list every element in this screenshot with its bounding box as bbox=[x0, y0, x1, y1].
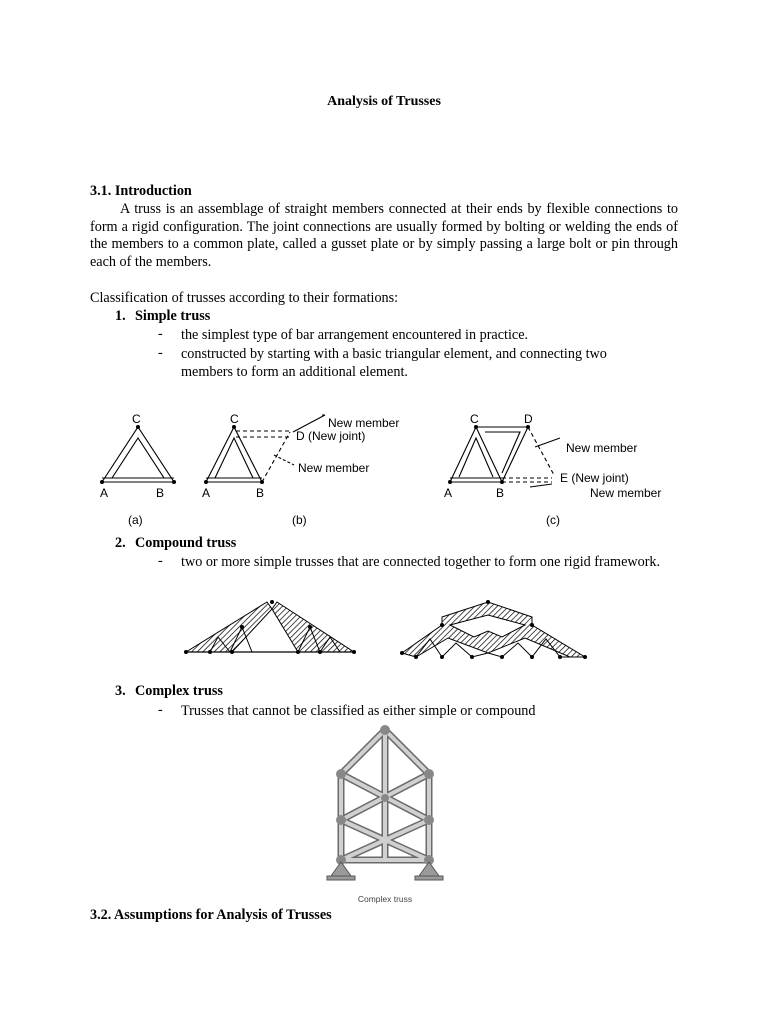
compound-bullet: two or more simple trusses that are connected together to form one rigid framework. bbox=[181, 554, 661, 570]
assumptions-heading: 3.2. Assumptions for Analysis of Trusses bbox=[90, 907, 332, 923]
label-c-c: C bbox=[470, 412, 479, 426]
label-d-c: D bbox=[524, 412, 533, 426]
new-joint-c: E (New joint) bbox=[560, 471, 629, 485]
bullet-dash: - bbox=[158, 702, 163, 718]
intro-paragraph-text: A truss is an assemblage of straight members connected at their ends by flexible connections to form a rigid configuration. The joint connections are usually formed by bolting or welding the ends of the members to a common plate, called a gusset plate or by simply passing a large bolt or pin through each of the members. bbox=[90, 201, 678, 270]
compound-heading: Compound truss bbox=[135, 535, 237, 551]
bullet-dash: - bbox=[158, 553, 163, 569]
label-a-c: A bbox=[444, 486, 453, 500]
bullet-dash: - bbox=[158, 345, 163, 361]
caption-b: (b) bbox=[292, 513, 307, 527]
label-a-b: A bbox=[202, 486, 211, 500]
intro-paragraph bbox=[90, 201, 678, 271]
compound-number: 2. bbox=[115, 535, 126, 551]
new-member-b: New member bbox=[328, 416, 400, 430]
caption-a: (a) bbox=[128, 513, 143, 527]
complex-bullet: Trusses that cannot be classified as either simple or compound bbox=[181, 703, 536, 719]
complex-heading: Complex truss bbox=[135, 683, 223, 699]
page-title: Analysis of Trusses bbox=[327, 94, 441, 109]
caption-c: (c) bbox=[546, 513, 560, 527]
new-member-b2: New member bbox=[298, 461, 370, 475]
label-c-a: C bbox=[132, 412, 141, 426]
new-joint-b: D (New joint) bbox=[296, 429, 366, 443]
simple-bullet-1: the simplest type of bar arrangement encountered in practice. bbox=[181, 327, 529, 343]
label-b-c: B bbox=[496, 486, 505, 500]
compound-truss-figure bbox=[180, 595, 590, 670]
classification-intro: Classification of trusses according to their formations: bbox=[90, 290, 399, 306]
intro-heading: 3.1. Introduction bbox=[90, 183, 192, 199]
label-c-b: C bbox=[230, 412, 239, 426]
new-member-c: New member bbox=[566, 441, 638, 455]
bullet-dash: - bbox=[158, 326, 163, 342]
complex-number: 3. bbox=[115, 683, 126, 699]
simple-bullet-2: constructed by starting with a basic triangular element, and connecting two members to form an additional element. bbox=[181, 346, 607, 380]
simple-heading: Simple truss bbox=[135, 308, 211, 324]
label-b-a: B bbox=[156, 486, 165, 500]
simple-truss-figure bbox=[90, 405, 690, 530]
label-b-b: B bbox=[256, 486, 265, 500]
simple-number: 1. bbox=[115, 308, 126, 324]
new-member-c2: New member bbox=[590, 486, 662, 500]
label-a-a: A bbox=[100, 486, 109, 500]
complex-figure-caption: Complex truss bbox=[357, 894, 413, 904]
complex-truss-figure bbox=[325, 722, 450, 907]
